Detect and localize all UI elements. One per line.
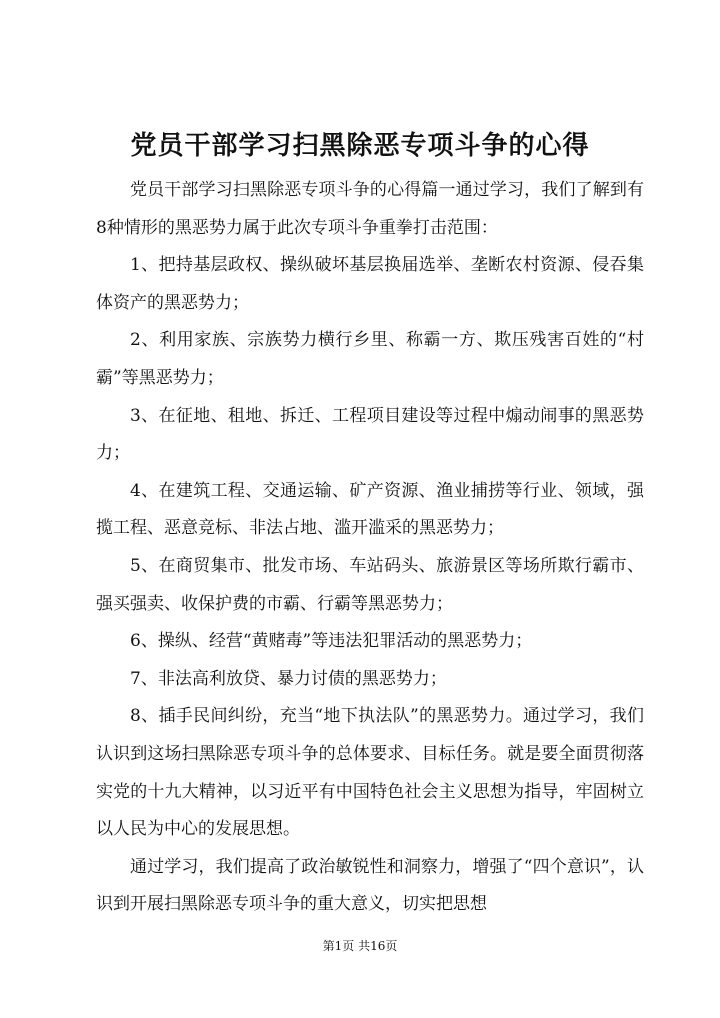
paragraph: 4、在建筑工程、交通运输、矿产资源、渔业捕捞等行业、领域，强揽工程、恶意竞标、非法占地、滥开滥采的黑恶势力； xyxy=(96,480,644,539)
paragraph: 2、利用家族、宗族势力横行乡里、称霸一方、欺压残害百姓的“村霸”等黑恶势力； xyxy=(96,330,644,388)
paragraph: 党员干部学习扫黑除恶专项斗争的心得篇一通过学习，我们了解到有8种情形的黑恶势力属于此次专项斗争重拳打击范围： xyxy=(96,180,644,238)
paragraph: 通过学习，我们提高了政治敏锐性和洞察力，增强了“四个意识”，认识到开展扫黑除恶专项斗争的重大意义，切实把思想 xyxy=(96,856,644,915)
page-footer: 第1页 共16页 xyxy=(322,939,398,953)
paragraph: 1、把持基层政权、操纵破坏基层换届选举、垄断农村资源、侵吞集体资产的黑恶势力； xyxy=(96,255,644,313)
paragraph: 7、非法高利放贷、暴力讨债的黑恶势力； xyxy=(130,668,447,689)
paragraph: 6、操纵、经营“黄赌毒”等违法犯罪活动的黑恶势力； xyxy=(130,631,533,652)
document-body xyxy=(96,172,644,924)
paragraph: 8、插手民间纠纷，充当“地下执法队”的黑恶势力。通过学习，我们认识到这场扫黑除恶专项斗争的总体要求、目标任务。就是要全面贯彻落实党的十九大精神，以习近平有中国特色社会主义思想为指导，牢固树立以人民为中心的发展思想。 xyxy=(96,706,644,840)
document-title: 党员干部学习扫黑除恶专项斗争的心得 xyxy=(130,131,590,161)
paragraph: 3、在征地、租地、拆迁、工程项目建设等过程中煽动闹事的黑恶势力； xyxy=(96,405,644,464)
paragraph: 5、在商贸集市、批发市场、车站码头、旅游景区等场所欺行霸市、强买强卖、收保护费的市霸、行霸等黑恶势力； xyxy=(96,555,644,614)
